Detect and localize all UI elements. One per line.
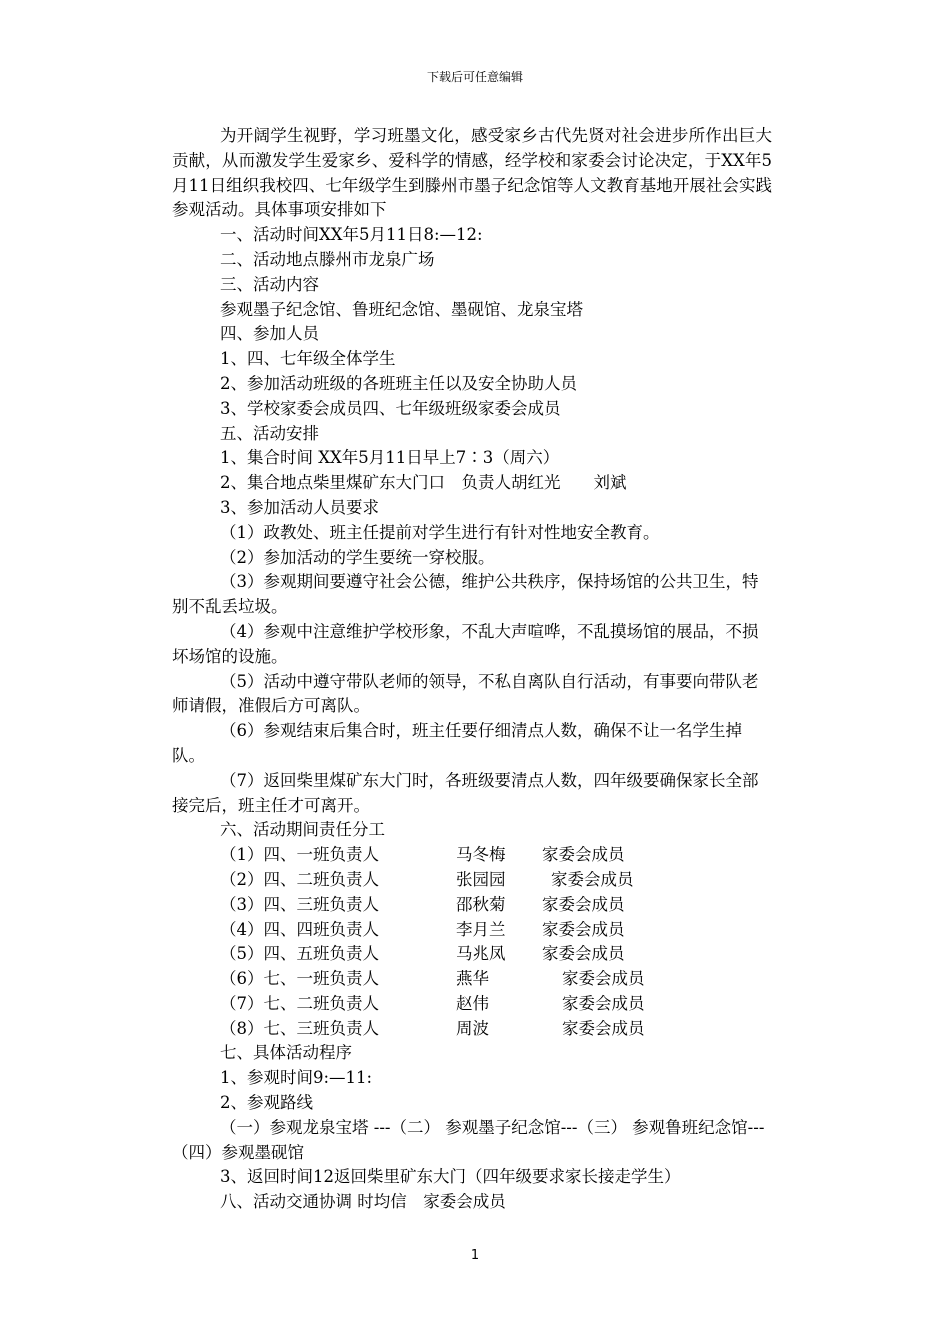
line-participants-title: 四、参加人员: [220, 324, 319, 344]
duty-class: （8）七、三班负责人: [220, 1018, 379, 1038]
page-number: 1: [470, 1248, 480, 1263]
duty-role: 家委会成员: [551, 869, 634, 889]
route-title: 2、参观路线: [220, 1093, 313, 1113]
section-transport: 八、活动交通协调 时均信 家委会成员: [220, 1192, 506, 1212]
duty-row: [172, 942, 772, 967]
duty-role: 家委会成员: [542, 944, 625, 964]
duty-role: 家委会成员: [542, 919, 625, 939]
line-location: 二、活动地点滕州市龙泉广场: [220, 249, 435, 269]
document-body: [172, 124, 772, 1215]
duty-class: （2）四、二班负责人: [220, 869, 379, 889]
duty-class: （6）七、一班负责人: [220, 969, 379, 989]
duty-row: [172, 918, 772, 943]
duty-role: 家委会成员: [542, 845, 625, 865]
line-participants-2: 2、参加活动班级的各班班主任以及安全协助人员: [220, 373, 577, 393]
line-requirements-title: 3、参加活动人员要求: [220, 497, 379, 517]
duty-role: 家委会成员: [562, 1018, 645, 1038]
duty-role: 家委会成员: [562, 969, 645, 989]
requirement-1: （1）政教处、班主任提前对学生进行有针对性地安全教育。: [220, 522, 660, 542]
line-gather-time: 1、集合时间 XX年5月11日早上7∶3（周六）: [220, 448, 560, 468]
duty-row: [172, 967, 772, 992]
duty-class: （7）七、二班负责人: [220, 993, 379, 1013]
requirement-3: （3）参观期间要遵守社会公德，维护公共秩序，保持场馆的公共卫生，特别不乱丢垃圾。: [172, 572, 759, 617]
line-content: 参观墨子纪念馆、鲁班纪念馆、墨砚馆、龙泉宝塔: [220, 299, 583, 319]
duty-role: 家委会成员: [542, 894, 625, 914]
duty-name: 燕华: [456, 969, 489, 989]
line-participants-3: 3、学校家委会成员四、七年级班级家委会成员: [220, 398, 561, 418]
line-arrangement-title: 五、活动安排: [220, 423, 319, 443]
requirement-6: （6）参观结束后集合时，班主任要仔细清点人数，确保不让一名学生掉队。: [172, 721, 742, 765]
requirement-2: （2）参加活动的学生要统一穿校服。: [220, 547, 495, 567]
duty-class: （4）四、四班负责人: [220, 919, 379, 939]
duty-row: [172, 843, 772, 868]
duty-name: 马冬梅: [456, 845, 506, 865]
duty-name: 邵秋菊: [456, 894, 506, 914]
duty-row: [172, 893, 772, 918]
section-procedure-title: 七、具体活动程序: [220, 1043, 352, 1063]
requirement-5: （5）活动中遵守带队老师的领导，不私自离队自行活动，有事要向带队老师请假，准假后方可离队。: [172, 671, 759, 716]
duty-row: [172, 1017, 772, 1042]
return-time: 3、返回时间12返回柴里矿东大门（四年级要求家长接走学生）: [220, 1167, 681, 1187]
duty-name: 张园园: [456, 869, 506, 889]
visit-time: 1、参观时间9:—11:: [220, 1068, 373, 1088]
duty-row: [172, 992, 772, 1017]
duty-class: （5）四、五班负责人: [220, 944, 379, 964]
line-gather-place: 2、集合地点柴里煤矿东大门口 负责人胡红光 刘斌: [220, 473, 627, 493]
duty-class: （3）四、三班负责人: [220, 894, 379, 914]
intro-paragraph: 为开阔学生视野，学习班墨文化，感受家乡古代先贤对社会进步所作出巨大贡献，从而激发学生爱家乡、爱科学的情感，经学校和家委会讨论决定，于XX年5月11日组织我校四、七年级学生到滕州市墨子纪念馆等人文教育基地开展社会实践参观活动。具体事项安排如下: [172, 126, 772, 220]
duty-name: 赵伟: [456, 993, 489, 1013]
section-duties-title: 六、活动期间责任分工: [220, 820, 385, 840]
line-time: 一、活动时间XX年5月11日8:—12:: [220, 225, 483, 245]
route-text: （一）参观龙泉宝塔 ---（二） 参观墨子纪念馆---（三） 参观鲁班纪念馆---（四）参观墨砚馆: [172, 1117, 765, 1162]
requirement-7: （7）返回柴里煤矿东大门时，各班级要清点人数，四年级要确保家长全部接完后，班主任才可离开。: [172, 770, 759, 815]
duty-name: 周波: [456, 1018, 489, 1038]
line-participants-1: 1、四、七年级全体学生: [220, 349, 396, 369]
duty-role: 家委会成员: [562, 993, 645, 1013]
line-content-title: 三、活动内容: [220, 274, 319, 294]
page-header: 下载后可任意编辑: [426, 70, 523, 84]
requirement-4: （4）参观中注意维护学校形象，不乱大声喧哗，不乱摸场馆的展品，不损坏场馆的设施。: [172, 621, 759, 666]
duty-class: （1）四、一班负责人: [220, 845, 379, 865]
duty-row: [172, 868, 772, 893]
duty-name: 李月兰: [456, 919, 506, 939]
duty-name: 马兆凤: [456, 944, 506, 964]
